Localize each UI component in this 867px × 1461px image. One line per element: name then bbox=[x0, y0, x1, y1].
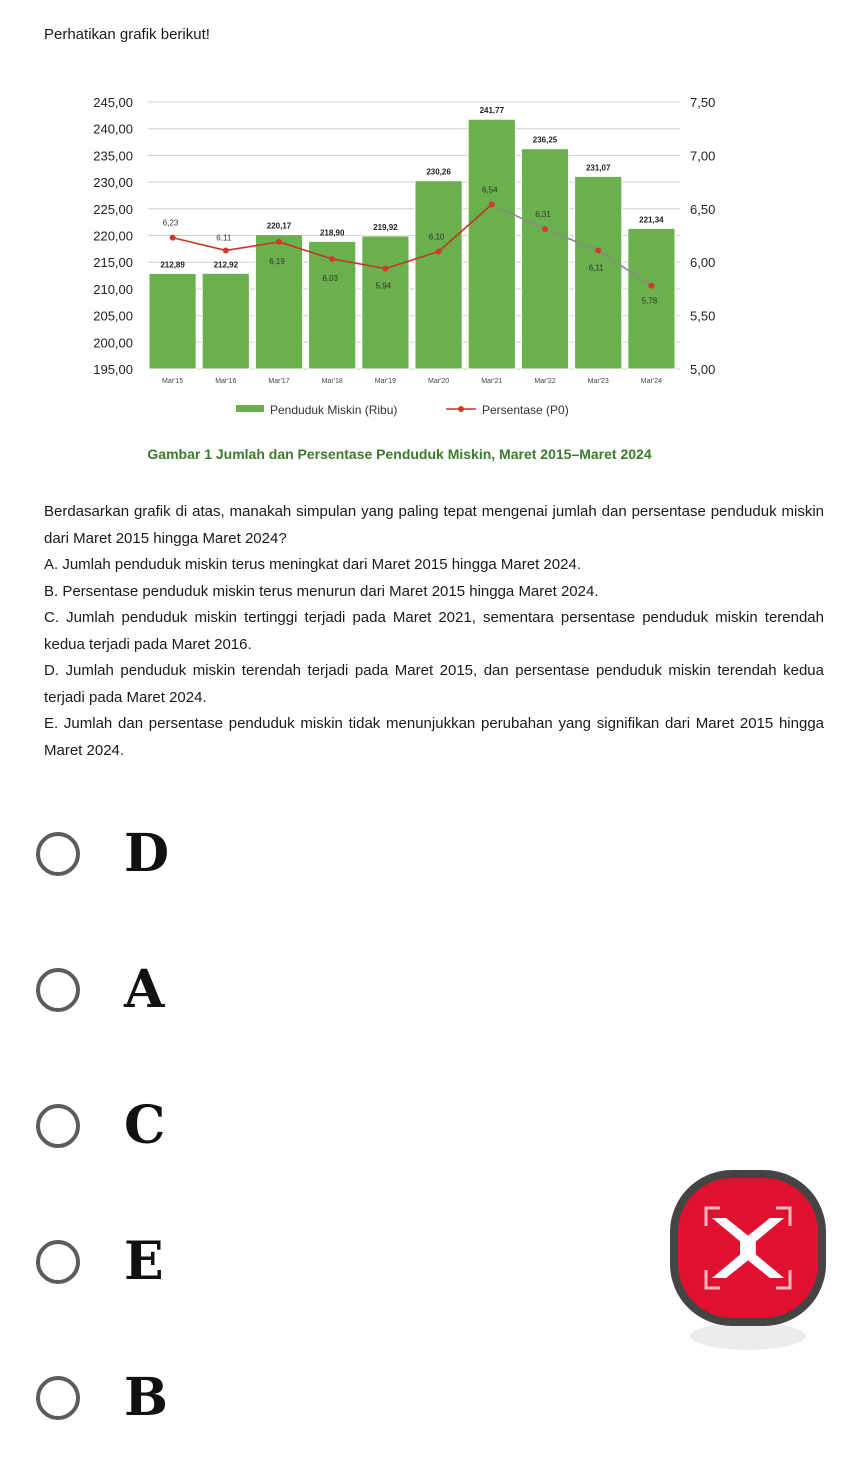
answer-option-e[interactable] bbox=[36, 1228, 236, 1308]
right-tick-label: 6,00 bbox=[690, 255, 716, 271]
radio-button[interactable] bbox=[36, 968, 80, 1012]
bar-value-label: 219,92 bbox=[373, 222, 398, 232]
right-tick-label: 7,00 bbox=[690, 148, 716, 164]
percentage-point bbox=[382, 266, 388, 272]
x-tick-label: Mar'23 bbox=[587, 378, 609, 385]
legend-bar-label: Penduduk Miskin (Ribu) bbox=[270, 403, 398, 417]
floating-app-badge[interactable] bbox=[668, 1168, 828, 1368]
left-tick-label: 220,00 bbox=[93, 228, 133, 244]
choice-d: D. Jumlah penduduk miskin terendah terjadi pada Maret 2015, dan persentase penduduk miskin terendah kedua terjadi pada Maret 2024. bbox=[44, 662, 824, 706]
percentage-value-label: 6,19 bbox=[269, 256, 285, 266]
right-tick-label: 5,00 bbox=[690, 362, 716, 377]
bar bbox=[255, 235, 302, 369]
bar-value-label: 212,92 bbox=[213, 260, 239, 270]
radio-button[interactable] bbox=[36, 1240, 80, 1284]
answer-option-label: E bbox=[124, 1231, 164, 1292]
x-tick-label: Mar'21 bbox=[481, 378, 503, 385]
percentage-value-label: 6,31 bbox=[535, 210, 551, 220]
intro-text: Perhatikan grafik berikut! bbox=[44, 26, 210, 43]
bar-value-label: 241,77 bbox=[479, 106, 505, 116]
answer-option-b[interactable] bbox=[36, 1364, 236, 1444]
percentage-value-label: 6,10 bbox=[428, 232, 445, 242]
bar bbox=[415, 181, 462, 369]
percentage-point bbox=[489, 202, 495, 208]
x-tick-label: Mar'22 bbox=[534, 378, 556, 385]
percentage-point bbox=[542, 226, 548, 232]
chart-svg bbox=[0, 0, 867, 500]
bar bbox=[468, 119, 515, 369]
answer-option-label: C bbox=[124, 1095, 166, 1156]
bar bbox=[521, 149, 568, 369]
radio-button[interactable] bbox=[36, 832, 80, 876]
bar-value-label: 236,25 bbox=[532, 135, 558, 145]
bar bbox=[362, 236, 409, 369]
percentage-point bbox=[648, 283, 654, 289]
left-tick-label: 200,00 bbox=[93, 335, 133, 351]
legend-bar-swatch bbox=[236, 405, 264, 412]
left-tick-label: 225,00 bbox=[93, 201, 133, 217]
left-tick-label: 205,00 bbox=[93, 308, 133, 324]
right-tick-label: 5,50 bbox=[690, 308, 716, 324]
bar bbox=[149, 273, 196, 369]
x-tick-label: Mar'15 bbox=[162, 378, 184, 385]
answer-option-label: D bbox=[124, 823, 170, 884]
radio-button[interactable] bbox=[36, 1376, 80, 1420]
answer-option-label: A bbox=[124, 959, 165, 1020]
percentage-point bbox=[595, 247, 601, 253]
percentage-value-label: 6,11 bbox=[216, 233, 232, 243]
left-tick-label: 210,00 bbox=[93, 281, 133, 297]
right-tick-label: 7,50 bbox=[690, 95, 716, 110]
answer-option-a[interactable] bbox=[36, 956, 236, 1036]
percentage-point bbox=[170, 235, 176, 241]
answer-option-d[interactable] bbox=[36, 820, 236, 900]
bar bbox=[575, 176, 622, 369]
x-tick-label: Mar'19 bbox=[374, 378, 396, 385]
choice-a: A. Jumlah penduduk miskin terus meningkat dari Maret 2015 hingga Maret 2024. bbox=[44, 556, 581, 573]
left-tick-label: 245,00 bbox=[93, 95, 133, 110]
left-tick-label: 195,00 bbox=[93, 362, 133, 377]
percentage-value-label: 6,03 bbox=[322, 273, 338, 283]
bar-value-label: 220,17 bbox=[266, 221, 292, 231]
percentage-value-label: 5,94 bbox=[375, 281, 392, 291]
left-tick-label: 240,00 bbox=[93, 121, 133, 137]
percentage-value-label: 6,11 bbox=[588, 263, 604, 273]
x-tick-label: Mar'18 bbox=[321, 378, 343, 385]
choice-c: C. Jumlah penduduk miskin tertinggi terjadi pada Maret 2021, sementara persentase penduduk miskin terendah kedua terjadi pada Maret 2016. bbox=[44, 609, 824, 653]
question-stem: Berdasarkan grafik di atas, manakah simpulan yang paling tepat mengenai jumlah dan persentase penduduk miskin dari Maret 2015 hingga Maret 2024? bbox=[44, 503, 824, 547]
choice-b: B. Persentase penduduk miskin terus menurun dari Maret 2015 hingga Maret 2024. bbox=[44, 582, 599, 600]
x-tick-label: Mar'20 bbox=[428, 378, 450, 385]
figure-caption: Gambar 1 Jumlah dan Persentase Penduduk Miskin, Maret 2015–Maret 2024 bbox=[147, 446, 652, 462]
bar-value-label: 221,34 bbox=[639, 215, 664, 225]
left-tick-label: 230,00 bbox=[93, 175, 133, 191]
left-tick-label: 235,00 bbox=[93, 148, 133, 164]
bar-value-label: 230,26 bbox=[426, 167, 451, 177]
percentage-value-label: 6,54 bbox=[482, 185, 498, 195]
answer-option-label: B bbox=[124, 1367, 168, 1428]
x-tick-label: Mar'17 bbox=[268, 378, 290, 385]
percentage-point bbox=[436, 249, 442, 255]
radio-button[interactable] bbox=[36, 1104, 80, 1148]
bar-value-label: 218,90 bbox=[319, 228, 345, 238]
question-block bbox=[44, 499, 824, 764]
bar-value-label: 212,89 bbox=[160, 260, 185, 270]
x-tick-label: Mar'24 bbox=[640, 378, 662, 385]
legend-line-marker bbox=[458, 406, 464, 412]
percentage-value-label: 6,23 bbox=[162, 218, 179, 228]
percentage-point bbox=[329, 256, 335, 262]
x-tick-label: Mar'16 bbox=[215, 378, 237, 385]
left-tick-label: 215,00 bbox=[93, 255, 133, 271]
percentage-point bbox=[223, 247, 229, 253]
right-tick-label: 6,50 bbox=[690, 201, 716, 217]
poverty-chart bbox=[72, 85, 727, 434]
choice-e: E. Jumlah dan persentase penduduk miskin tidak menunjukkan perubahan yang signifikan dari Maret 2015 hingga Maret 2024. bbox=[44, 715, 824, 759]
bar-value-label: 231,07 bbox=[585, 163, 611, 173]
answer-option-c[interactable] bbox=[36, 1092, 236, 1172]
percentage-point bbox=[276, 239, 282, 245]
legend-line-label: Persentase (P0) bbox=[482, 403, 569, 417]
percentage-value-label: 5,78 bbox=[641, 296, 658, 306]
bar bbox=[202, 273, 249, 369]
